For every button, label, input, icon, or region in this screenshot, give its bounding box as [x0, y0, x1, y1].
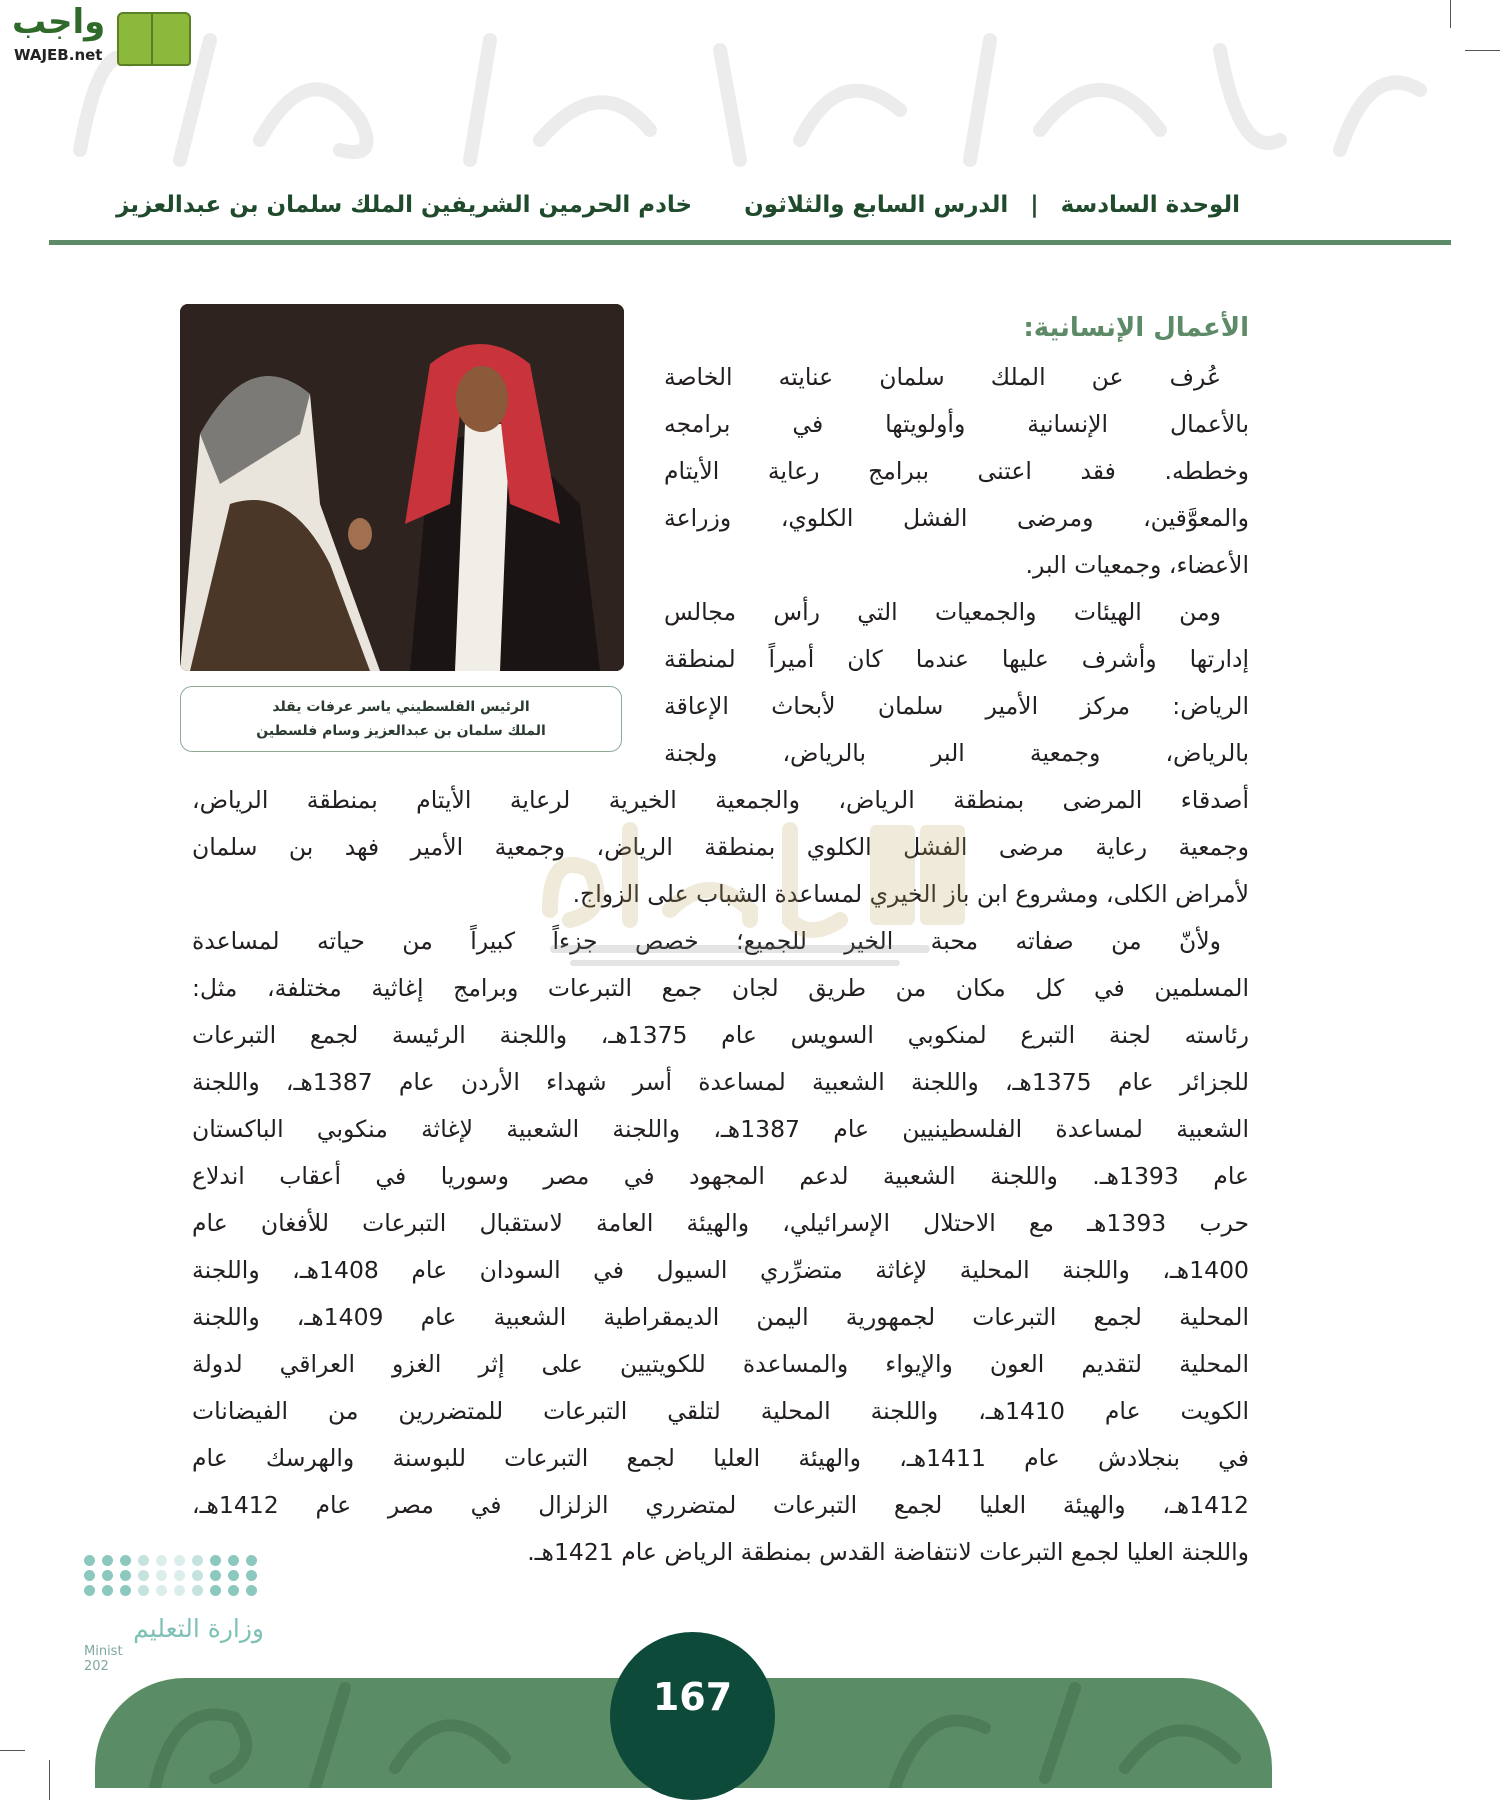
crop-mark	[1465, 50, 1500, 51]
wajeb-logo[interactable]	[8, 2, 193, 66]
page-number: 167	[610, 1632, 775, 1800]
ministry-of-education-logo	[84, 1555, 274, 1674]
text-line: وجمعية رعاية مرضى الفشل الكلوي بمنطقة الرياض، وجمعية الأمير فهد بن سلمان	[192, 833, 1249, 861]
ministry-name-ar: وزارة التعليم	[133, 1614, 264, 1643]
lesson-title: خادم الحرمين الشريفين الملك سلمان بن عبدالعزيز	[116, 192, 693, 218]
ministry-year: 202	[84, 1659, 109, 1674]
text-line: بالأعمال الإنسانية وأولويتها في برامجه	[664, 410, 1249, 438]
header-separator: |	[1030, 192, 1039, 218]
text-line: إدارتها وأشرف عليها عندما كان أميراً لمنطقة	[664, 645, 1249, 673]
text-line: 1400هـ، واللجنة المحلية لإغاثة متضرِّري السيول في السودان عام 1408هـ، واللجنة	[192, 1256, 1249, 1284]
header-divider	[49, 240, 1451, 245]
decorative-calligraphy-background	[40, 20, 1460, 170]
text-line: في بنجلادش عام 1411هـ، والهيئة العليا لجمع التبرعات للبوسنة والهرسك عام	[192, 1444, 1250, 1472]
crop-mark	[49, 1760, 50, 1800]
caption-line: الرئيس الفلسطيني ياسر عرفات يقلد	[272, 699, 530, 715]
text-line: المسلمين في كل مكان من طريق لجان جمع التبرعات وبرامج إغاثية مختلفة، مثل:	[192, 974, 1249, 1002]
text-line: والمعوَّقين، ومرضى الفشل الكلوي، وزراعة	[664, 504, 1249, 532]
lesson-label: الدرس السابع والثلاثون	[744, 192, 1009, 218]
book-icon	[115, 6, 193, 66]
page-header	[116, 190, 1240, 220]
text-line: عُرف عن الملك سلمان عنايته الخاصة	[664, 363, 1221, 391]
caption-line: الملك سلمان بن عبدالعزيز وسام فلسطين	[256, 723, 546, 739]
crop-mark	[1450, 0, 1451, 28]
text-line: للجزائر عام 1375هـ، واللجنة الشعبية لمساعدة أسر شهداء الأردن عام 1387هـ، واللجنة	[192, 1068, 1249, 1096]
text-line: ولأنّ من صفاته محبة الخير للجميع؛ خصص جزءاً كبيراً من حياته لمساعدة	[192, 927, 1221, 955]
text-line: الأعضاء، وجمعيات البر.	[1025, 551, 1249, 579]
section-heading: الأعمال الإنسانية:	[1023, 313, 1249, 343]
text-line: حرب 1393هـ مع الاحتلال الإسرائيلي، والهيئة العامة لاستقبال التبرعات للأفغان عام	[192, 1209, 1249, 1237]
unit-label: الوحدة السادسة	[1060, 192, 1240, 218]
text-line: عام 1393هـ. واللجنة الشعبية لدعم المجهود في مصر وسوريا في أعقاب اندلاع	[192, 1162, 1250, 1190]
logo-text-ar: واجب	[12, 2, 106, 42]
text-line: 1412هـ، والهيئة العليا لجمع التبرعات لمتضرري الزلزال في مصر عام 1412هـ،	[192, 1491, 1249, 1519]
text-line: أصدقاء المرضى بمنطقة الرياض، والجمعية الخيرية لرعاية الأيتام بمنطقة الرياض،	[192, 786, 1249, 814]
ministry-name-en: Minist	[84, 1644, 123, 1659]
text-line: بالرياض، وجمعية البر بالرياض، ولجنة	[664, 739, 1249, 767]
text-line: الشعبية لمساعدة الفلسطينيين عام 1387هـ، واللجنة الشعبية لإغاثة منكوبي الباكستان	[192, 1115, 1249, 1143]
text-line: المحلية لتقديم العون والإيواء والمساعدة للكويتيين على إثر الغزو العراقي لدولة	[192, 1350, 1249, 1378]
ministry-dots-icon	[84, 1555, 274, 1596]
crop-mark	[0, 1750, 25, 1751]
text-line: واللجنة العليا لجمع التبرعات لانتفاضة القدس بمنطقة الرياض عام 1421هـ.	[527, 1538, 1249, 1566]
text-line: الكويت عام 1410هـ، واللجنة المحلية لتلقي التبرعات للمتضررين من الفيضانات	[192, 1397, 1249, 1425]
photo-caption	[180, 686, 622, 752]
text-line: وخططه. فقد اعتنى ببرامج رعاية الأيتام	[664, 457, 1249, 485]
text-line: الرياض: مركز الأمير سلمان لأبحاث الإعاقة	[664, 692, 1249, 720]
photo-arafat-king-salman	[180, 304, 624, 671]
text-line: ومن الهيئات والجمعيات التي رأس مجالس	[664, 598, 1221, 626]
text-line: المحلية لجمع التبرعات لجمهورية اليمن الديمقراطية الشعبية عام 1409هـ، واللجنة	[192, 1303, 1249, 1331]
text-line: لأمراض الكلى، ومشروع ابن باز الخيري لمساعدة الشباب على الزواج.	[572, 880, 1249, 908]
paragraph-narrow	[664, 354, 1249, 777]
paragraph-wide	[192, 777, 1249, 1576]
logo-text-en: WAJEB.net	[14, 46, 103, 64]
text-line: رئاسته لجنة التبرع لمنكوبي السويس عام 1375هـ، واللجنة الرئيسة لجمع التبرعات	[192, 1021, 1249, 1049]
